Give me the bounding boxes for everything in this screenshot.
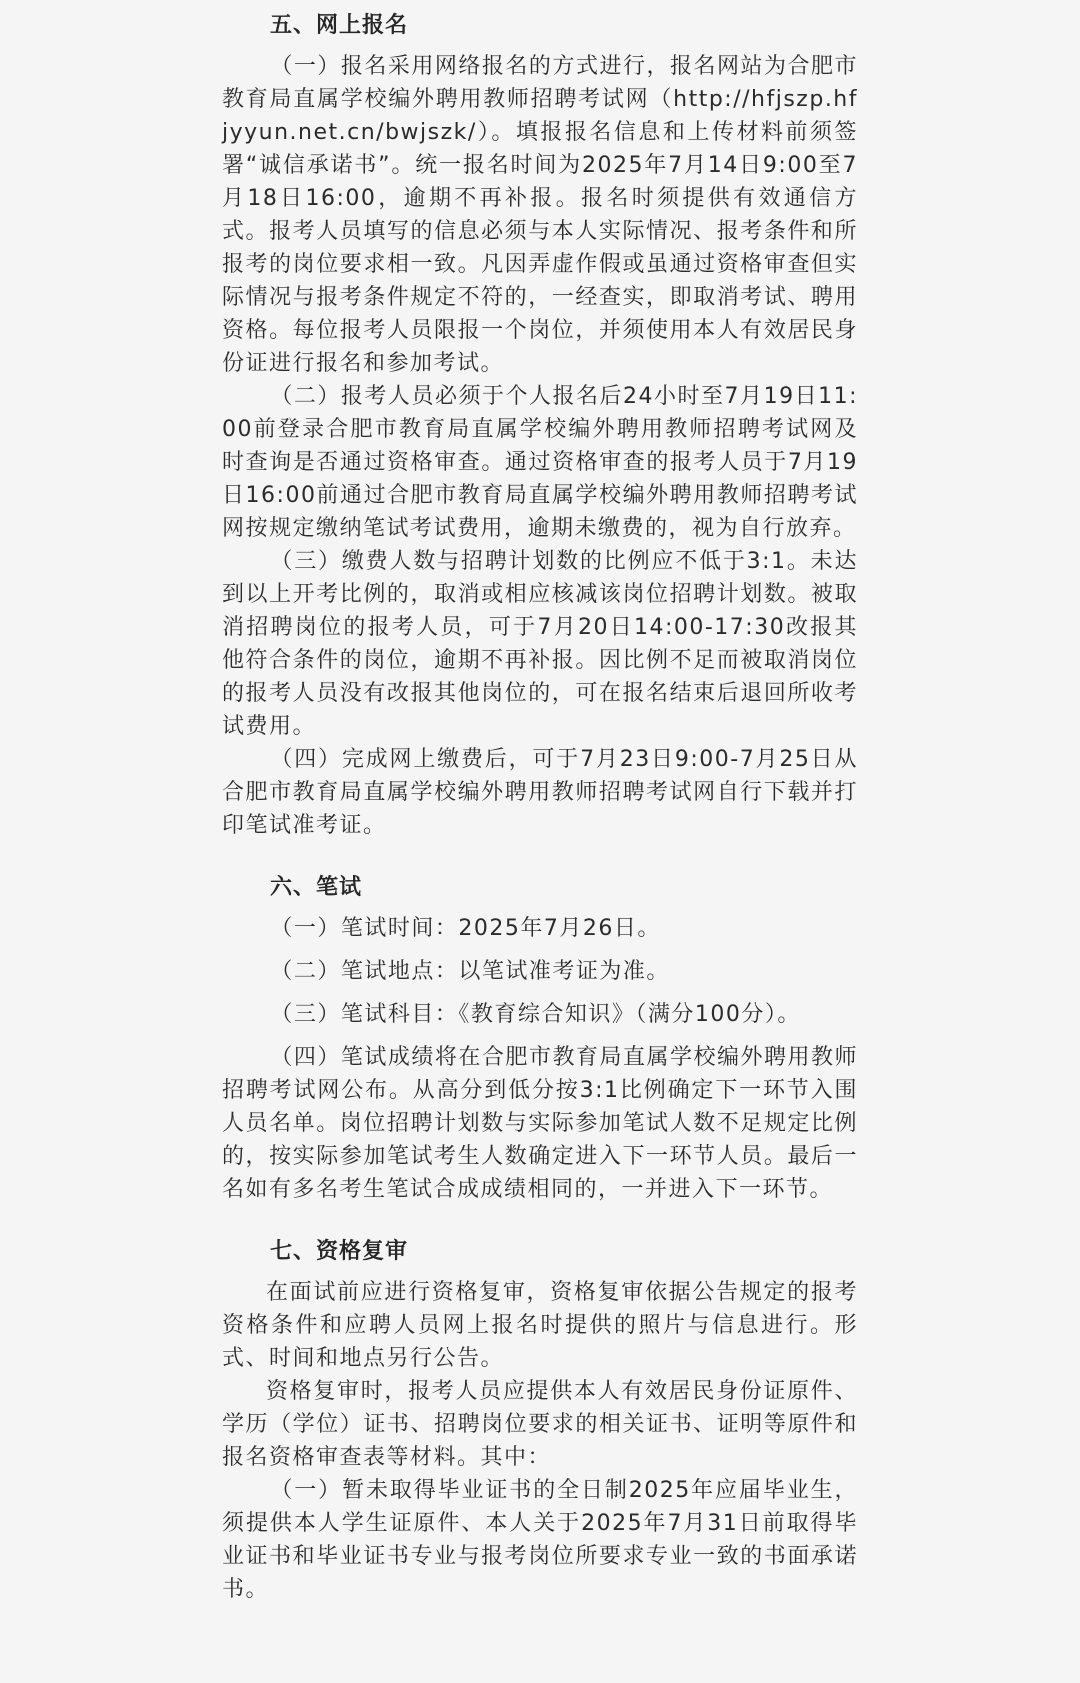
- section-written-exam: [222, 870, 858, 1206]
- section-heading: 七、资格复审: [270, 1239, 409, 1264]
- paragraph: 资格复审时，报考人员应提供本人有效居民身份证原件、学历（学位）证书、招聘岗位要求的相关证书、证明等原件和报名资格审查表等材料。其中：: [222, 1379, 858, 1470]
- paragraph: （四）笔试成绩将在合肥市教育局直属学校编外聘用教师招聘考试网公布。从高分到低分按3:1比例确定下一环节入围人员名单。岗位招聘计划数与实际参加笔试人数不足规定比例的，按实际参加笔试考生人数确定进入下一环节人员。最后一名如有多名考生笔试合成成绩相同的，一并进入下一环节。: [222, 1045, 858, 1202]
- paragraph: （三）笔试科目：《教育综合知识》（满分100分）。: [270, 1002, 801, 1027]
- section-qualification-review: [222, 1234, 858, 1606]
- paragraph: （一）暂未取得毕业证书的全日制2025年应届毕业生，须提供本人学生证原件、本人关于2025年7月31日前取得毕业证书和毕业证书专业与报考岗位所要求专业一致的书面承诺书。: [222, 1478, 858, 1602]
- section-heading: 五、网上报名: [270, 13, 409, 38]
- paragraph: （二）笔试地点：以笔试准考证为准。: [270, 959, 670, 984]
- paragraph: （二）报考人员必须于个人报名后24小时至7月19日11:00前登录合肥市教育局直属学校编外聘用教师招聘考试网及时查询是否通过资格审查。通过资格审查的报考人员于7月19日16:00前通过合肥市教育局直属学校编外聘用教师招聘考试网按规定缴纳笔试考试费用，逾期未缴费的，视为自行放弃。: [222, 384, 858, 541]
- section-heading: 六、笔试: [270, 875, 363, 900]
- paragraph: （四）完成网上缴费后，可于7月23日9:00-7月25日从合肥市教育局直属学校编外聘用教师招聘考试网自行下载并打印笔试准考证。: [222, 747, 858, 838]
- paragraph: 在面试前应进行资格复审，资格复审依据公告规定的报考资格条件和应聘人员网上报名时提供的照片与信息进行。形式、时间和地点另行公告。: [222, 1280, 858, 1371]
- paragraph: （三）缴费人数与招聘计划数的比例应不低于3:1。未达到以上开考比例的，取消或相应核减该岗位招聘计划数。被取消招聘岗位的报考人员，可于7月20日14:00-17:30改报其他符合条件的岗位，逾期不再补报。因比例不足而被取消岗位的报考人员没有改报其他岗位的，可在报名结束后退回所收考试费用。: [222, 549, 858, 739]
- document-content: [222, 8, 858, 1606]
- section-online-registration: [222, 8, 858, 842]
- paragraph: （一）笔试时间：2025年7月26日。: [270, 916, 661, 941]
- paragraph: （一）报名采用网络报名的方式进行，报名网站为合肥市教育局直属学校编外聘用教师招聘考试网（http://hfjszp.hfjyyun.net.cn/bwjszk/）。填报报名信息和上传材料前须签署“诚信承诺书”。统一报名时间为2025年7月14日9:00至7月18日16:00，逾期不再补报。报名时须提供有效通信方式。报考人员填写的信息必须与本人实际情况、报考条件和所报考的岗位要求相一致。凡因弄虚作假或虽通过资格审查但实际情况与报考条件规定不符的，一经查实，即取消考试、聘用资格。每位报考人员限报一个岗位，并须使用本人有效居民身份证进行报名和参加考试。: [222, 54, 858, 376]
